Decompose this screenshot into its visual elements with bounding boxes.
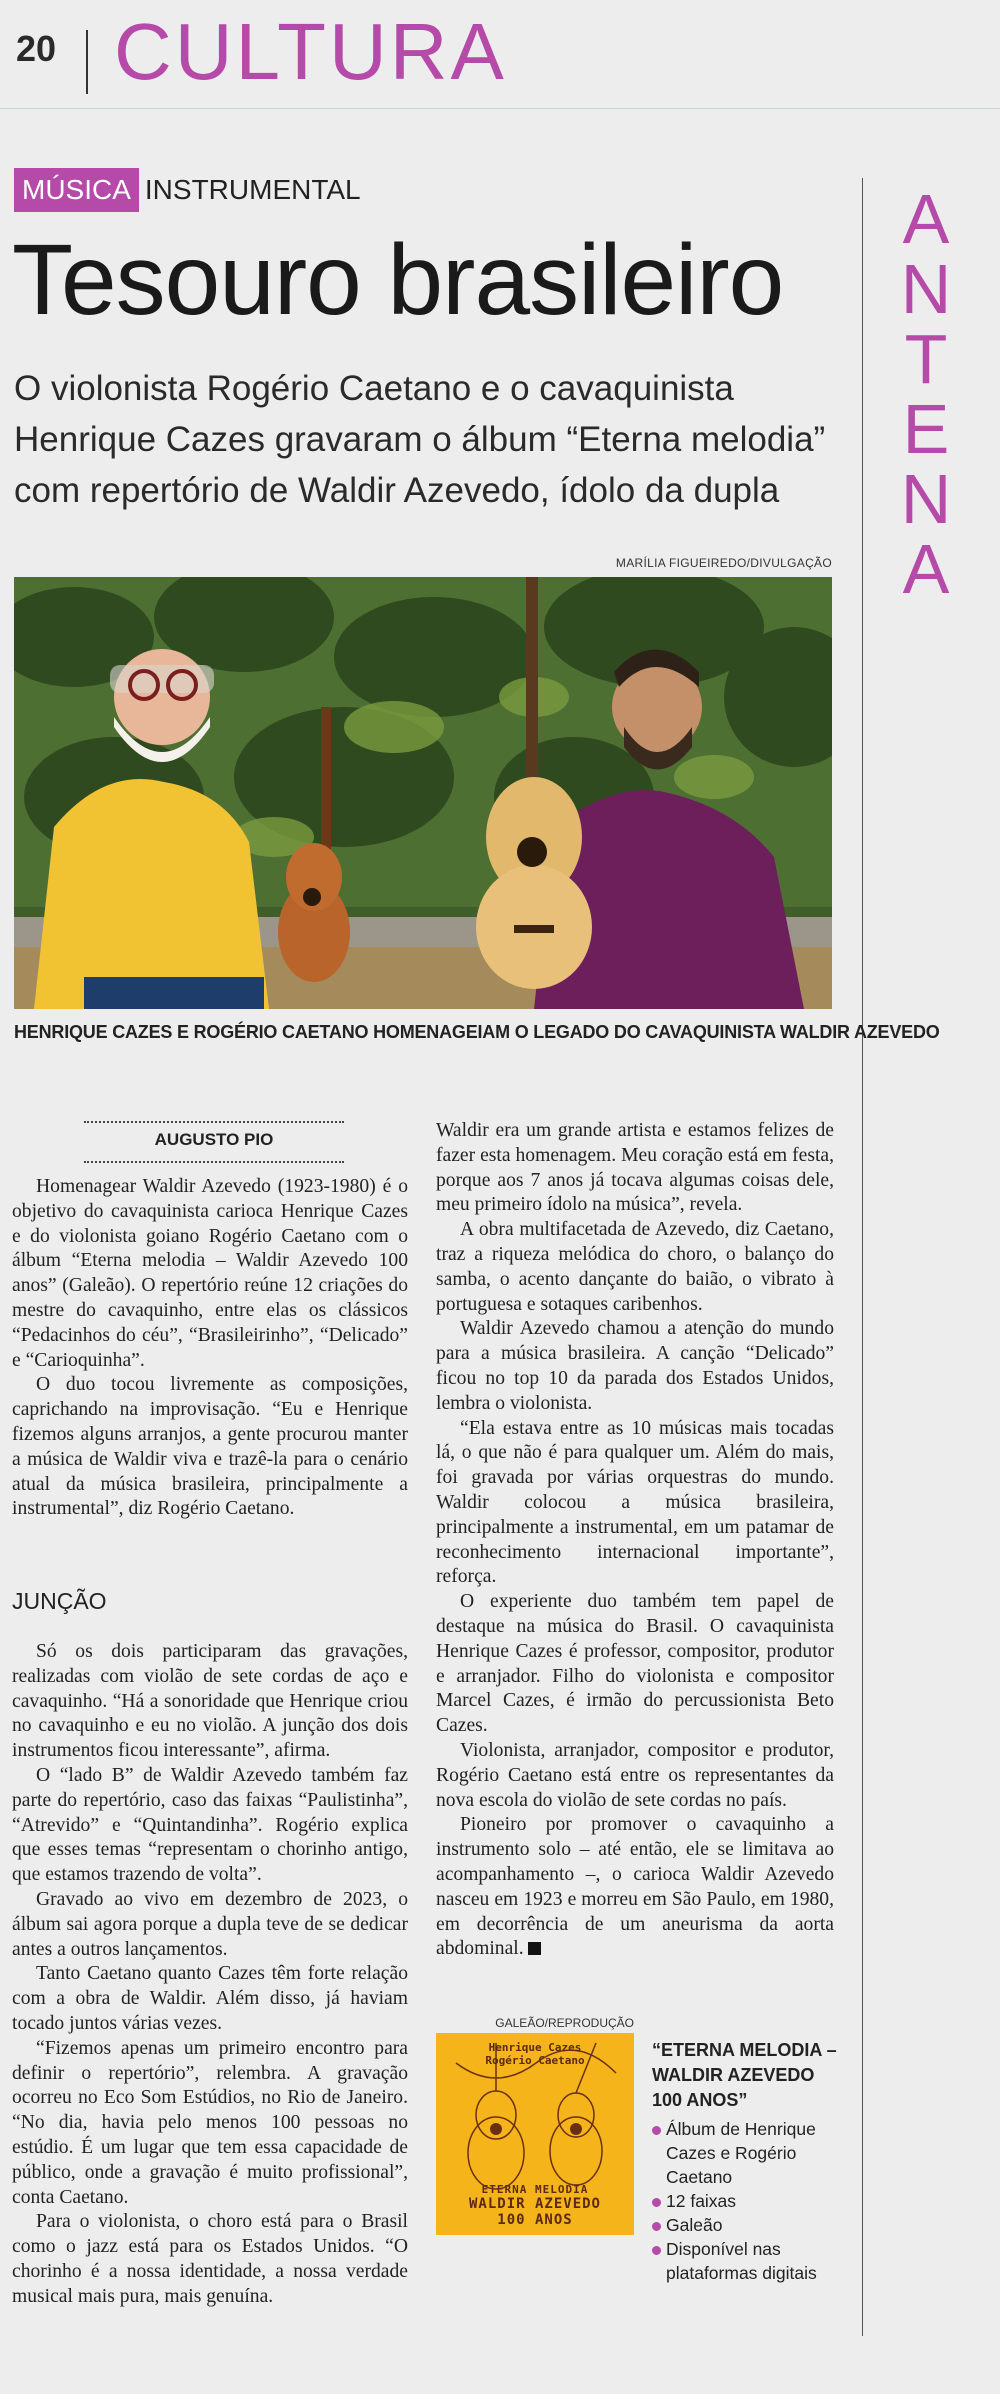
body-paragraph: O “lado B” de Waldir Azevedo também faz parte do repertório, caso das faixas “Paulistinha”, “Atrevido” e “Quintandinha”. Rogério explica que esses temas “representam o chorinho antigo, que estamos trazendo de volta”. [12,1764,408,1886]
header-rule [0,108,1000,109]
antena-letter: A [902,180,950,258]
subhead: JUNÇÃO [12,1588,107,1614]
body-paragraph-last [436,1813,834,1962]
byline: AUGUSTO PIO [154,1130,274,1149]
kicker-text: INSTRUMENTAL [144,174,361,205]
album-title: “ETERNA MELODIA – WALDIR AZEVEDO 100 ANOS” [652,2040,837,2110]
sidebar-divider [862,178,863,2336]
byline-rule-bottom [84,1161,344,1163]
kicker [14,168,361,212]
body-text: Pioneiro por promover o cavaquinho a instrumento solo – até então, ele se limitava ao acompanhamento –, o carioca Waldir Azevedo nasceu em 1923 e morreu em São Paulo, em 1980, em decorrência de um aneurisma da aorta abdominal. [436,1814,834,1960]
album-cover-artist-2: Rogério Caetano [485,2054,585,2067]
body-paragraph: O experiente duo também tem papel de destaque na música do Brasil. O cavaquinista Henrique Cazes é professor, compositor, produtor e arranjador. Filho do violonista e compositor Marcel Cazes, é irmão do percussionista Beto Cazes. [436,1591,834,1737]
antena-letter: A [902,530,950,608]
album-cover-artists [436,2041,634,2067]
album-cover-artist-1: Henrique Cazes [488,2041,582,2054]
body-paragraph: Tanto Caetano quanto Cazes têm forte relação com a obra de Waldir. Além disso, já haviam tocado juntos várias vezes. [12,1963,408,2034]
album-info [652,2038,838,2285]
article-body-left-top [12,1175,408,1522]
article-photo [14,577,832,1009]
byline-rule-top [84,1121,344,1123]
article-body-left-bottom [12,1640,408,2310]
body-paragraph: Homenagear Waldir Azevedo (1923-1980) é o objetivo do cavaquinista carioca Henrique Cazes e do violonista goiano Rogério Caetano com o álbum “Eterna melodia – Waldir Azevedo 100 anos” (Galeão). O repertório reúne 12 criações do mestre do cavaquinho, entre elas os clássicos “Pedacinhos do céu”, “Brasileirinho”, “Delicado” e “Carioquinha”. [12,1176,408,1371]
body-paragraph: A obra multifacetada de Azevedo, diz Caetano, traz a riqueza melódica do choro, o balanço do samba, o acento dançante do baião, o vibrato à portuguesa e sotaques caribenhos. [436,1219,834,1315]
body-paragraph: Gravado ao vivo em dezembro de 2023, o álbum sai agora porque a dupla teve de se dedicar antes a outros lançamentos. [12,1888,408,1960]
antena-letter: N [900,460,952,538]
album-cover-title-line: ETERNA MELODIA [481,2183,589,2196]
dek: O violonista Rogério Caetano e o cavaquinista Henrique Cazes gravaram o álbum “Eterna melodia” com repertório de Waldir Azevedo, ídolo da dupla [14,369,826,510]
article-body-right [436,1119,834,1962]
antena-column-label [878,180,974,608]
album-cover-title [436,2183,634,2228]
photo-credit: MARÍLIA FIGUEIREDO/DIVULGAÇÃO [615,556,832,570]
header-divider [86,30,88,94]
body-paragraph: Só os dois participaram das gravações, realizadas com violão de sete cordas de aço e cavaquinho. “Há a sonoridade que Henrique criou no cavaquinho e eu no violão. A junção dos dois instrumentos ficou interessante”, afirma. [12,1641,408,1762]
antena-letter: E [902,390,950,468]
body-paragraph: “Ela estava entre as 10 músicas mais tocadas lá, o que não é para qualquer um. Além do mais, foi gravada por várias orquestras do mundo. Waldir colocou a música brasileira, principalmente a instrumental, em um patamar de reconhecimento internacional importante”, reforça. [436,1417,834,1588]
album-cover [436,2033,634,2235]
body-paragraph: “Fizemos apenas um primeiro encontro para definir o repertório”, relembra. A gravação ocorreu no Eco Som Estúdios, no Rio de Janeiro. “No dia, havia pelo menos 100 pessoas no estúdio. É um lugar que tem essa capacidade de público, onde a gravação é muito profissional”, conta Caetano. [12,2037,408,2208]
page-number: 20 [16,28,57,69]
album-cover-credit: GALEÃO/REPRODUÇÃO [495,2016,634,2030]
album-details-list [652,2117,838,2285]
album-detail-item: Disponível nas plataformas digitais [652,2237,838,2285]
kicker-tag: MÚSICA [14,168,139,212]
album-cover-title-line: WALDIR AZEVEDO [468,2196,601,2212]
album-cover-title-line: 100 ANOS [497,2212,573,2228]
body-paragraph: Violonista, arranjador, compositor e produtor, Rogério Caetano está entre os representantes da nova escola do violão de sete cordas no país. [436,1739,834,1811]
section-title: CULTURA [114,7,507,96]
photo-caption: HENRIQUE CAZES E ROGÉRIO CAETANO HOMENAGEIAM O LEGADO DO CAVAQUINISTA WALDIR AZEVEDO [14,1022,940,1042]
headline: Tesouro brasileiro [12,224,784,336]
album-detail-item: Galeão [652,2213,838,2237]
album-detail-item: Álbum de Henrique Cazes e Rogério Caetano [652,2117,838,2189]
end-mark [528,1942,541,1955]
album-detail-item: 12 faixas [652,2189,838,2213]
antena-letter: T [904,320,948,398]
body-paragraph: Waldir era um grande artista e estamos felizes de fazer esta homenagem. Meu coração está em festa, porque aos 7 anos já tocava algumas coisas dele, meu primeiro ídolo na música”, revela. [436,1120,834,1216]
body-paragraph: Waldir Azevedo chamou a atenção do mundo para a música brasileira. A canção “Delicado” ficou no top 10 da parada dos Estados Unidos, lembra o violonista. [436,1318,834,1414]
antena-letter: N [900,250,952,328]
body-paragraph: O duo tocou livremente as composições, caprichando na improvisação. “Eu e Henrique fizemos alguns arranjos, a gente procurou manter a música de Waldir viva e trazê-la para o cenário atual da música brasileira, principalmente a instrumental”, diz Rogério Caetano. [12,1374,408,1520]
body-paragraph: Para o violonista, o choro está para o Brasil como o jazz está para os Estados Unidos. “O chorinho é a nossa identidade, a nossa verdade musical mais pura, mais genuína. [12,2211,408,2307]
